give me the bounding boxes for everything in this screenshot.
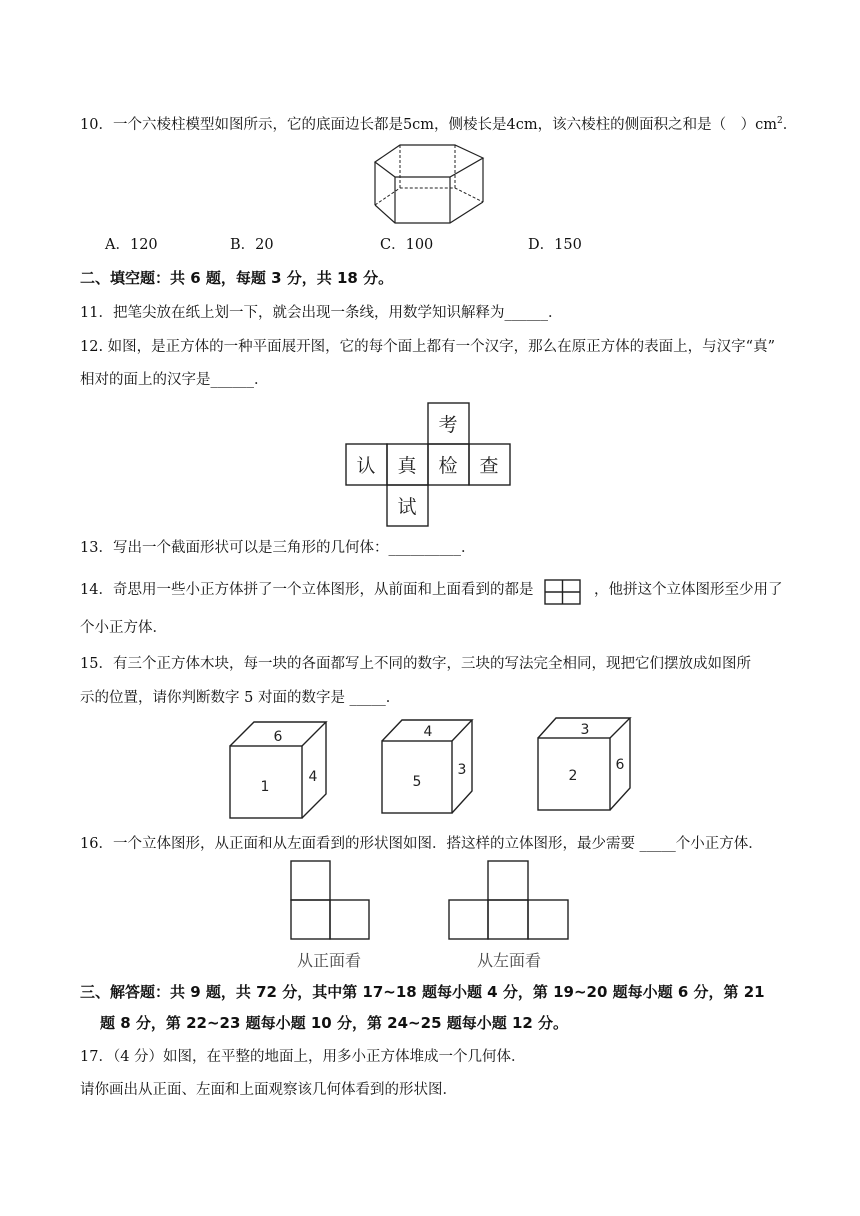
section-2-heading: 二、填空题：共 6 题，每题 3 分，共 18 分。 [80, 269, 394, 287]
question-12-line2: 相对的面上的汉字是______． [80, 372, 269, 388]
front-view-label: 从正面看 [296, 951, 362, 970]
cube2-side: 3 [457, 762, 467, 778]
question-13-text: 13．写出一个截面形状可以是三角形的几何体：__________． [80, 540, 476, 556]
net-face-2: 真 [397, 455, 417, 477]
cube2-top: 4 [423, 724, 433, 740]
question-12-line1: 12. 如图，是正方体的一种平面展开图，它的每个面上都有一个汉字，那么在原正方体的表面上，与汉字“真” [80, 339, 775, 355]
question-11-text: 11．把笔尖放在纸上划一下，就会出现一条线，用数学知识解释为______． [80, 305, 563, 321]
left-view-label: 从左面看 [476, 951, 542, 970]
net-face-4: 查 [479, 455, 499, 477]
question-17-line1: 17．（4 分）如图，在平整的地面上，用多小正方体堆成一个几何体． [80, 1049, 526, 1065]
cube3-front: 2 [568, 768, 578, 784]
question-17-line2: 请你画出从正面、左面和上面观察该几何体看到的形状图． [80, 1082, 457, 1098]
cube3-side: 6 [615, 757, 625, 773]
cube-net-figure [346, 403, 511, 528]
option-a: A．120 [105, 237, 158, 253]
question-10-text: 10．一个六棱柱模型如图所示，它的底面边长都是5cm，侧棱长是4cm，该六棱柱的侧面积之和是（ ）$cm^2$． [80, 116, 798, 133]
question-14-line2: 个小正方体． [80, 620, 167, 636]
net-face-1: 认 [356, 455, 376, 477]
cube3-top: 3 [580, 722, 590, 738]
option-c: C．100 [380, 237, 434, 253]
cubes-figure [228, 718, 638, 820]
question-15-line2: 示的位置，请你判断数字 5 对面的数字是 _____． [80, 690, 401, 706]
net-face-bottom: 试 [397, 496, 417, 518]
net-face-top: 考 [438, 414, 458, 436]
question-14-line1: 14．奇思用一些小正方体拼了一个立体图形，从前面和上面看到的都是 [80, 582, 534, 598]
question-16-text: 16．一个立体图形，从正面和从左面看到的形状图如图．搭这样的立体图形，最少需要 _____个小正方体． [80, 836, 763, 852]
option-b: B．20 [230, 237, 274, 253]
cube2-front: 5 [412, 774, 422, 790]
cube1-front: 1 [260, 779, 270, 795]
hexagonal-prism-figure [370, 140, 490, 230]
cube1-side: 4 [308, 769, 318, 785]
cube1-top: 6 [273, 729, 283, 745]
option-d: D．150 [528, 237, 582, 253]
question-15-line1: 15．有三个正方体木块，每一块的各面都写上不同的数字，三块的写法完全相同，现把它们摆放成如图所 [80, 656, 751, 672]
two-square-shape-icon [544, 579, 582, 605]
section-3-heading-line1: 三、解答题：共 9 题，共 72 分，其中第 17~18 题每小题 4 分，第 19~20 题每小题 6 分，第 21 [80, 983, 765, 1001]
views-figure [288, 860, 573, 975]
question-14-after: ，他拼这个立体图形至少用了 [594, 582, 783, 598]
section-3-heading-line2: 题 8 分，第 22~23 题每小题 10 分，第 24~25 题每小题 12 分。 [100, 1014, 569, 1032]
net-face-3: 检 [438, 455, 458, 477]
